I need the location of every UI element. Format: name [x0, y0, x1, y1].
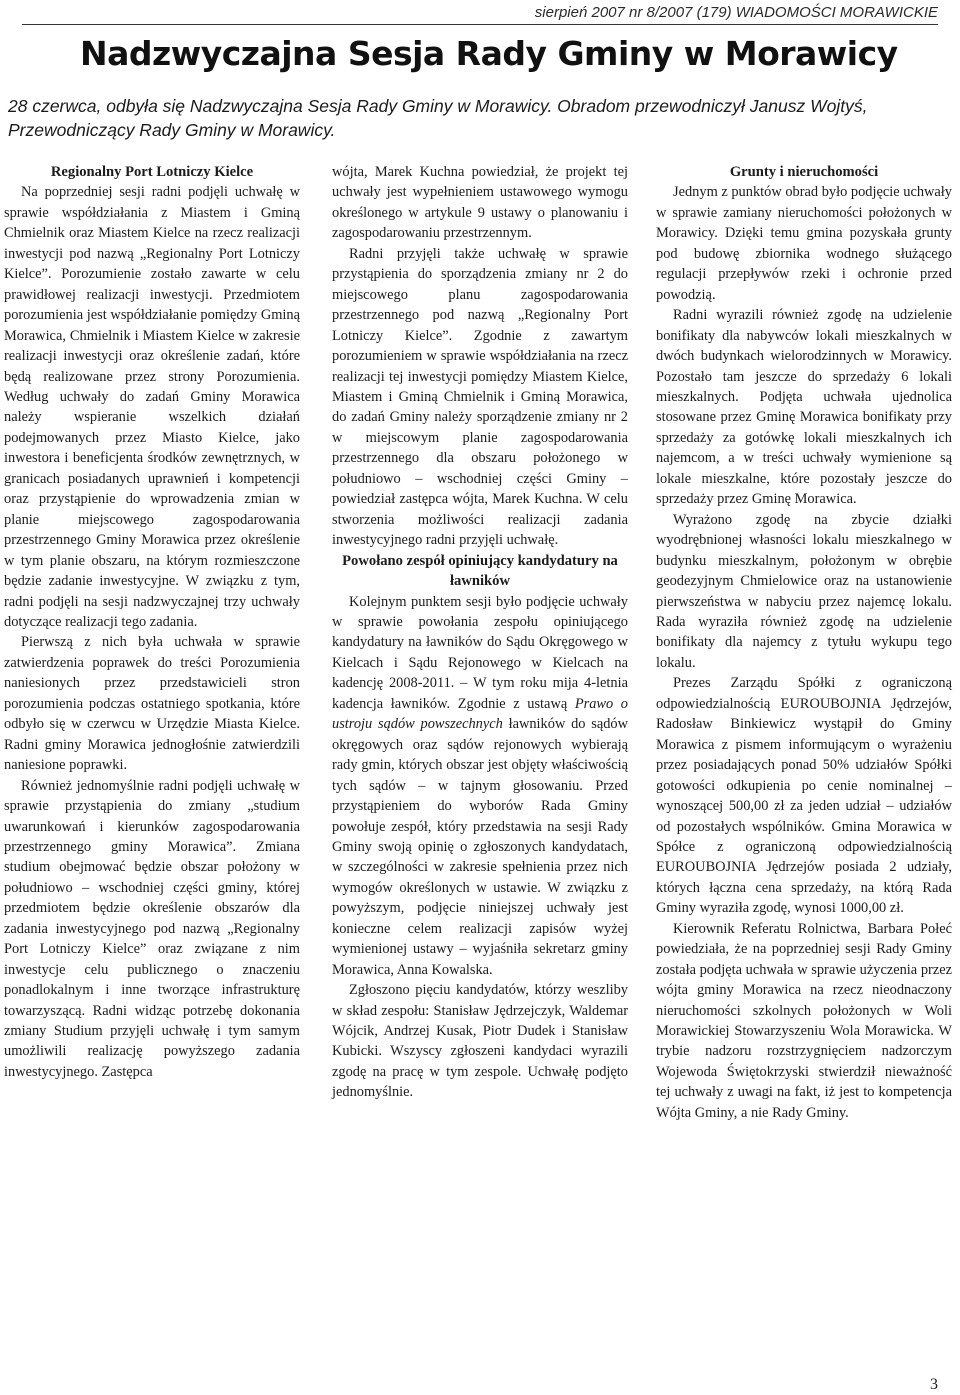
paragraph: Radni przyjęli także uchwałę w sprawie przystąpienia do sporządzenia zmiany nr 2 do miejscowego planu zagospodarowania przestrzennego pod nazwą „Regionalny Port Lotniczy Kielce”. Zgodnie z zawartym porozumieniem w sprawie współdziałania na rzecz realizacji tej inwestycji pomiędzy Miastem Kielce, Miastem i Gminą Chmielnik i Gminą Morawica, do zadań Gminy należy sporządzenie zmiany nr 2 w miejscowym planie zagospodarowania przestrzennego dla obszaru położonego w południowo – wschodniej części Gminy – powiedział zastępca wójta, Marek Kuchna. W celu stworzenia możliwości realizacji zadania inwestycyjnego radni przyjęli uchwałę.	[332, 245, 628, 549]
paragraph	[332, 592, 628, 981]
text-run: ławników do sądów okręgowych oraz sądów rejonowych wybierają rady gmin, których obszar jest objęty właściwością tych sądów – w tajnym głosowaniu. Przed przystąpieniem do wyborów Rada Gminy powołuje zespół, który przedstawia na sesji Rady Gminy swoją opinię o zgłoszonych kandydatach, w szczególności w zakresie spełnienia przez nich wymogów określonych w ustawie. W związku z powyższym, podjęcie niniejszej uchwały jest konieczne celem realizacji zapisów wyżej wymienionej ustawy – wyjaśniła sekretarz gminy Morawica, Anna Kowalska.	[332, 716, 628, 978]
paragraph: Zgłoszono pięciu kandydatów, którzy weszliby w skład zespołu: Stanisław Jędrzejczyk, Waldemar Wójcik, Andrzej Kusak, Piotr Dudek i Stanisław Kubicki. Wszyscy zgłoszeni kandydaci wyrazili zgodę na pracę w tym zespole. Uchwałę podjęto jednomyślnie.	[332, 982, 628, 1101]
paragraph: Kierownik Referatu Rolnictwa, Barbara Połeć powiedziała, że na poprzedniej sesji Rady Gminy została podjęta uchwała w sprawie użyczenia przez wójta gminy Morawica na rzecz nieodnaczony nieruchomości szkolnych położonych w Woli Morawickiej Stowarzyszeniu Wola Morawicka. W trybie nadzoru rozstrzygnięciem nadzorczym Wojewoda Świętokrzyski stwierdził nieważność tej uchwały z uwagi na fakt, iż jest to kompetencja Wójta Gminy, a nie Rady Gminy.	[656, 920, 952, 1121]
paragraph: Radni wyrazili również zgodę na udzielenie bonifikaty dla nabywców lokali mieszkalnych w dwóch budynkach wielorodzinnych w Morawicy. Pozostało tam jeszcze do sprzedaży 6 lokali mieszkalnych. Podjęta uchwała ujednolica stosowane przez Gminę Morawica bonifikaty przy sprzedaży za gotówkę lokali mieszkalnych ich najemcom, a w treści uchwały wymienione są lokale mieszkalne, które pozostały jeszcze do sprzedaży przez Gminę Morawica.	[656, 307, 952, 508]
paragraph: Prezes Zarządu Spółki z ograniczoną odpowiedzialnością EUROUBOJNIA Jędrzejów, Radosław Binkiewicz wystąpił do Gminy Morawica z pismem informującym o wyrażeniu przez posiadających ponad 50% udziałów Spółki gotowości odkupienia po cenie nominalnej – wynoszącej 500,00 zł za jeden udział – udziałów od pozostałych wspólników. Gmina Morawica w Spółce z ograniczoną odpowiedzialnością EUROUBOJNIA Jędrzejów posiada 2 udziały, których łączna cena sprzedaży, na którą Rada Gminy wyraziła zgodę, wynosi 1000,00 zł.	[656, 675, 952, 917]
paragraph: Na poprzedniej sesji radni podjęli uchwałę w sprawie współdziałania z Miastem i Gminą Chmielnik oraz Miastem Kielce na rzecz realizacji inwestycji pod nazwą „Regionalny Port Lotniczy Kielce”. Porozumienie zostało zawarte w celu prawidłowej realizacji inwestycji. Przedmiotem porozumienia jest współdziałanie pomiędzy Gminą Morawica, Chmielnik i Miastem Kielce w zakresie realizacji inwestycji oraz określenie zadań, które będą realizowane przez strony Porozumienia. Według uchwały do zadań Gminy Morawica należy wspieranie wszelkich działań podejmowanych przez Miasto Kielce, jako inwestora i beneficjenta środków zewnętrznych, w granicach posiadanych uprawnień i kompetencji oraz przystąpienie do wprowadzenia zmian w planie miejscowego zagospodarowania przestrzennego Gminy Morawica przez określenie w tym planie obszaru, na którym rozmieszczone będzie zadanie inwestycyjne. W związku z tym, radni podjęli na sesji nadzwyczajnej trzy uchwały dotyczące realizacji tego zadania.	[4, 184, 300, 630]
law-title: Prawo o ustroju sądów powszechnych	[332, 695, 628, 733]
section-heading-airport: Regionalny Port Lotniczy Kielce	[50, 164, 254, 180]
article-title: Nadzwyczajna Sesja Rady Gminy w Morawicy	[80, 34, 898, 73]
paragraph: Pierwszą z nich była uchwała w sprawie zatwierdzenia poprawek do treści Porozumienia naniesionych przez przedstawicieli stron porozumienia podczas ostatniego spotkania, które odbyło się w czerwcu w Urzędzie Miasta Kielce. Radni gminy Morawica jednogłośnie zatwierdzili naniesione poprawki.	[4, 634, 300, 774]
section-heading-land: Grunty i nieruchomości	[729, 164, 879, 180]
column-1	[4, 162, 300, 1082]
article-lead: 28 czerwca, odbyła się Nadzwyczajna Sesja Rady Gminy w Morawicy. Obradom przewodniczył Janusz Wojtyś, Przewodniczący Rady Gminy w Morawicy.	[8, 96, 868, 140]
column-2	[332, 162, 628, 1103]
paragraph: Również jednomyślnie radni podjęli uchwałę w sprawie przystąpienia do zmiany „studium uwarunkowań i kierunków zagospodarowania przestrzennego gminy Morawica”. Zmiana studium obejmować będzie obszar położony w południowo – wschodniej części gminy, której przedmiotem będzie określenie obszarów dla zadania inwestycyjnego pod nazwą „Regionalny Port Lotniczy Kielce” oraz związane z nim inwestycje celu publicznego o znaczeniu ponadlokalnym i inne tworzące infrastrukturę towarzyszącą. Radni widząc potrzebę dokonania zmiany Studium przyjęli uchwałę i tym samym umożliwili realizację powyższego zadania inwestycyjnego. Zastępca	[4, 777, 300, 1080]
running-head: sierpień 2007 nr 8/2007 (179) WIADOMOŚCI MORAWICKIE	[534, 4, 938, 21]
paragraph: Jednym z punktów obrad było podjęcie uchwały w sprawie zamiany nieruchomości położonych w Morawicy. Dzięki temu gmina pozyskała grunty pod budowę zbiornika wodnego służącego regulacji przepływów rzeki i ochronie przed powodzią.	[656, 184, 952, 303]
column-3	[656, 162, 952, 1123]
section-heading-jurors: Powołano zespół opiniujący kandydatury na ławników	[342, 552, 618, 590]
paragraph: Wyrażono zgodę na zbycie działki wyodrębnionej własności lokalu mieszkalnego w budynku mieszkalnym, położonym w obrębie geodezyjnym Chmielowice oraz na ustanowienie pierwszeństwa w nabyciu przez najemcę lokalu. Rada wyraziła również zgodę na udzielenie bonifikaty dla najemcy z tytułu wykupu tego lokalu.	[656, 511, 952, 671]
header-rule	[22, 24, 938, 25]
paragraph: wójta, Marek Kuchna powiedział, że projekt tej uchwały jest wypełnieniem ustawowego wymogu określonego w artykule 9 ustawy o planowaniu i zagospodarowaniu przestrzennym.	[332, 164, 628, 242]
page-number: 3	[930, 1376, 938, 1393]
text-run: Kolejnym punktem sesji było podjęcie uchwały w sprawie powołania zespołu opiniującego kandydatury na ławników do Sądu Okręgowego w Kielcach i Sądu Rejonowego w Kielcach na kadencję 2008-2011. – W tym roku mija 4-letnia kadencja ławników. Zgodnie z ustawą	[332, 593, 628, 712]
